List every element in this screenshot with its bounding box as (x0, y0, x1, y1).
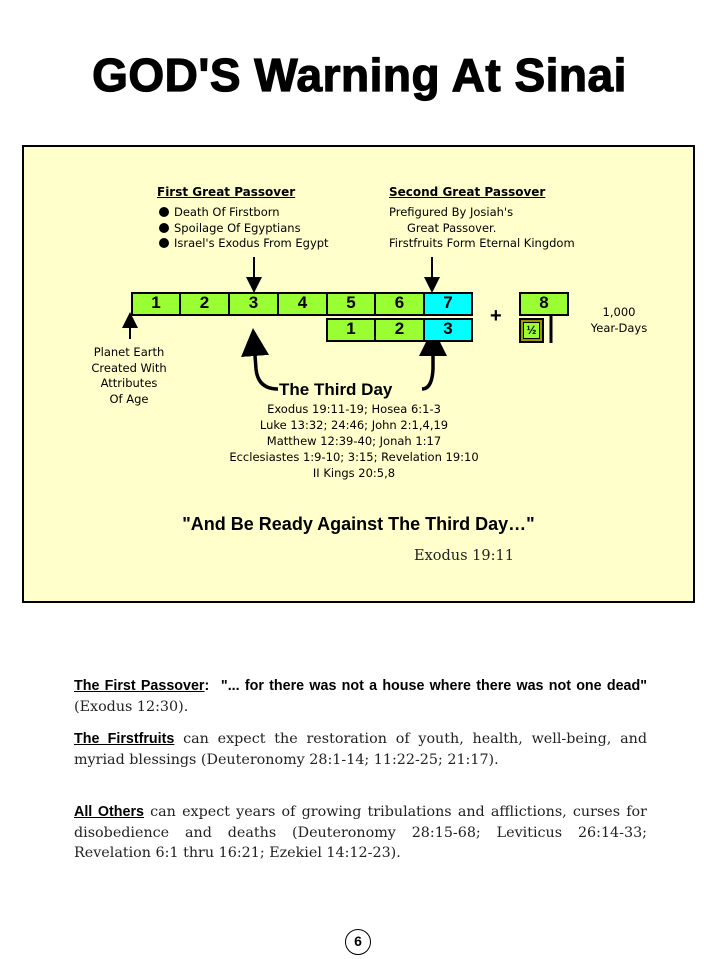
term-firstfruits: The Firstfruits (74, 731, 175, 747)
second-passover-text (389, 205, 575, 252)
text-line: Year-Days (590, 320, 648, 335)
day-box-7: 7 (423, 292, 473, 316)
separator: : (204, 678, 210, 694)
plus-sign: + (490, 305, 502, 327)
list-item: Israel's Exodus From Egypt (159, 236, 329, 252)
text-line: Planet Earth (93, 345, 165, 359)
day-box-3: 3 (228, 292, 279, 316)
third-day-label: The Third Day (279, 380, 393, 399)
page-title: GOD'S Warning At Sinai (92, 49, 627, 101)
reference-line: Exodus 19:11-19; Hosea 6:1-3 (267, 402, 441, 416)
planet-earth-label (79, 345, 179, 407)
paragraph-rest: (Exodus 12:30). (74, 698, 189, 715)
paragraph-firstfruits (74, 729, 647, 770)
paragraph-rest: can expect the restoration of youth, health, well-being, and myriad blessings (Deuteronomy 28:1-14; 11:22-25; 21:17). (74, 731, 647, 768)
quote-text: "... for there was not a house where there was not one dead" (220, 678, 648, 694)
year-days-label (579, 305, 659, 336)
day-box-2: 2 (179, 292, 230, 316)
half-box (519, 318, 544, 343)
first-passover-list (159, 205, 329, 252)
bullet-icon (159, 223, 169, 233)
text-line: Great Passover. (407, 220, 497, 235)
diagram-panel (22, 145, 695, 603)
diagram-quote-reference: Exodus 19:11 (414, 548, 514, 564)
paragraph-rest: can expect years of growing tribulations and afflictions, curses for disobedience and deaths (Deuteronomy 28:15-68; Leviticus 26:14-33; Revelation 6:1 thru 16:21; Ezekiel 14:12-23). (74, 804, 647, 861)
arrow-third-day-right (422, 342, 433, 389)
reference-line: Ecclesiastes 1:9-10; 3:15; Revelation 19:10 (229, 450, 479, 464)
text-line: Prefigured By Josiah's (389, 205, 514, 219)
day-box-4: 4 (277, 292, 328, 316)
paragraph-first-passover (74, 676, 647, 717)
page-number: 6 (345, 929, 371, 955)
term-first-passover: The First Passover (74, 678, 205, 694)
paragraph-all-others (74, 802, 647, 864)
diagram-quote: "And Be Ready Against The Third Day…" (182, 514, 535, 534)
scripture-references (164, 401, 544, 481)
text-line: Of Age (109, 391, 149, 406)
text-line: Attributes (100, 376, 158, 390)
day-box-1: 1 (131, 292, 181, 316)
day-box-8: 8 (519, 292, 569, 316)
text-line: Firstfruits Form Eternal Kingdom (389, 236, 575, 250)
reference-line: II Kings 20:5,8 (312, 466, 396, 480)
first-passover-heading: First Great Passover (157, 185, 296, 199)
list-item: Death Of Firstborn (159, 205, 329, 221)
term-all-others: All Others (74, 804, 144, 820)
arrow-third-day-left (254, 342, 278, 389)
half-label: ½ (523, 322, 540, 339)
third-day-box-3: 3 (423, 318, 473, 342)
third-day-box-1: 1 (326, 318, 376, 342)
day-box-6: 6 (374, 292, 425, 316)
reference-line: Luke 13:32; 24:46; John 2:1,4,19 (259, 418, 449, 432)
text-line: Created With (91, 360, 167, 375)
day-box-5: 5 (326, 292, 376, 316)
reference-line: Matthew 12:39-40; Jonah 1:17 (266, 434, 442, 448)
bullet-icon (159, 207, 169, 217)
text-line: 1,000 (602, 305, 636, 319)
second-passover-heading: Second Great Passover (389, 185, 546, 199)
third-day-box-2: 2 (374, 318, 425, 342)
bullet-icon (159, 238, 169, 248)
list-item: Spoilage Of Egyptians (159, 221, 329, 237)
